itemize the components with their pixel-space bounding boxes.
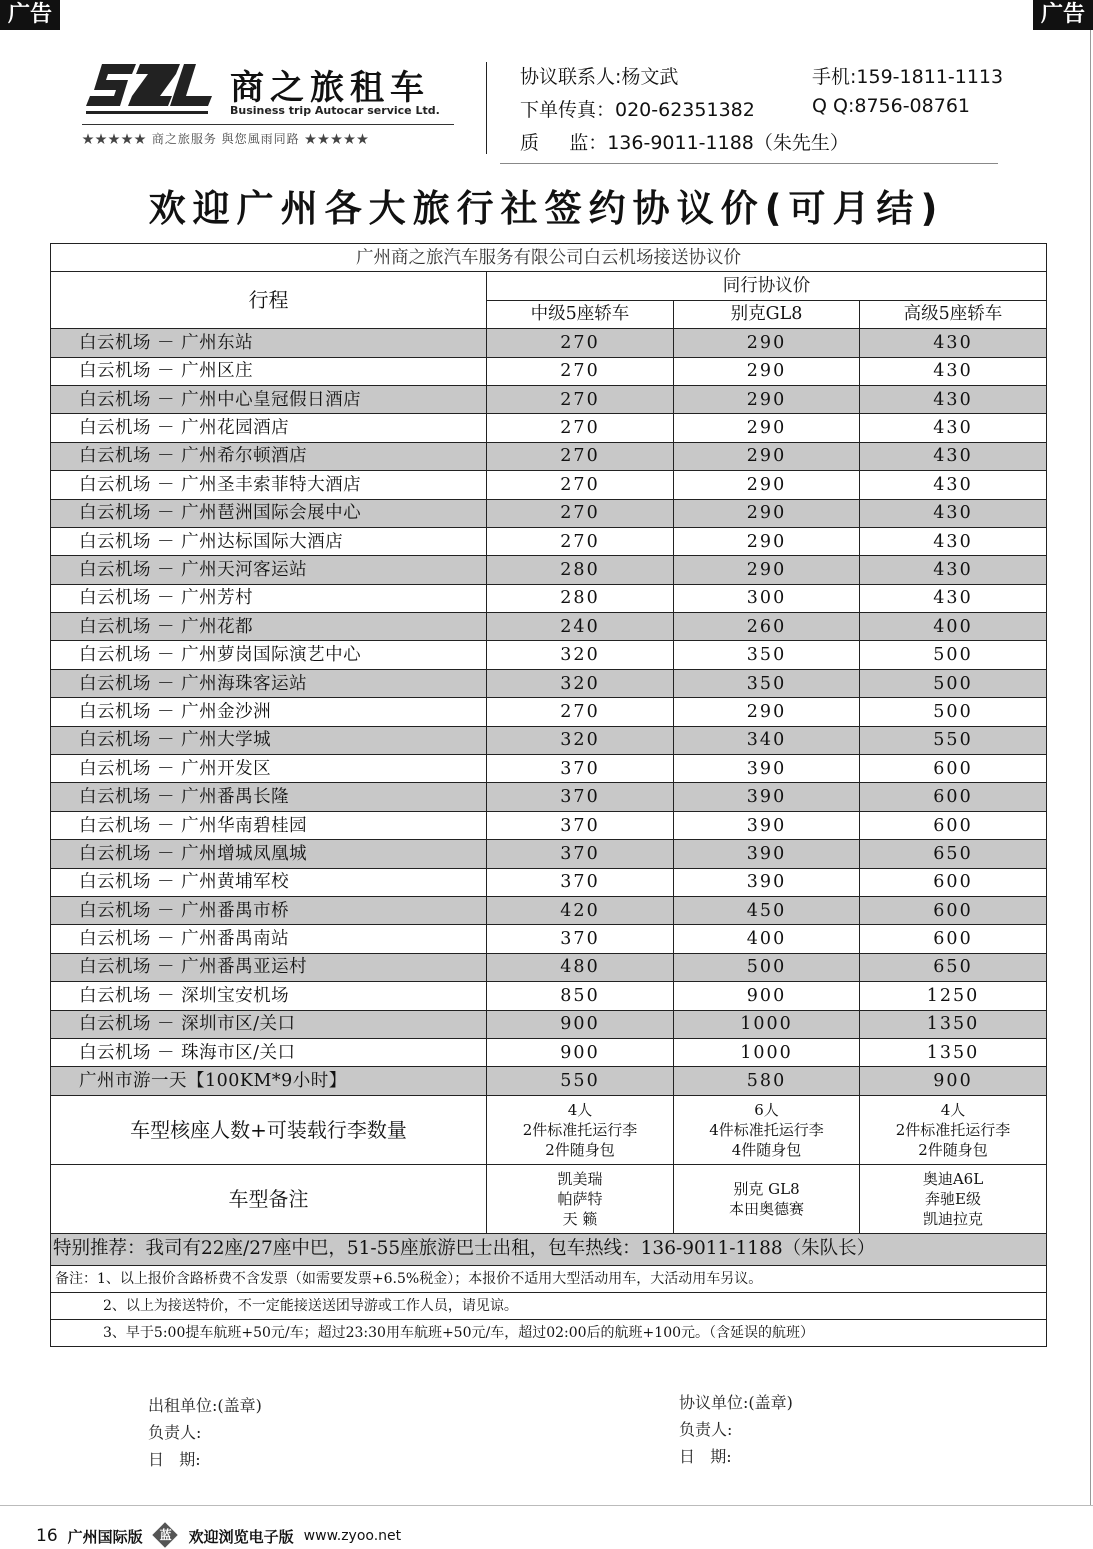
table-row [51,442,1047,470]
table-row [51,414,1047,442]
price-cell: 1250 [860,982,1047,1010]
table-row [51,499,1047,527]
price-cell: 270 [487,471,674,499]
price-cell: 270 [487,698,674,726]
contact-mobile: 手机:159-1811-1113 [812,66,1004,88]
price-cell: 850 [487,982,674,1010]
models-label: 车型备注 [51,1164,487,1233]
price-cell: 650 [860,953,1047,981]
ad-badge-left: 广告 [0,0,60,30]
price-cell: 290 [674,385,860,413]
special-offer-row [51,1233,1047,1265]
route-cell: 白云机场 － 广州萝岗国际演艺中心 [51,641,487,669]
price-cell: 350 [674,669,860,697]
route-cell: 白云机场 － 广州芳村 [51,584,487,612]
table-row [51,471,1047,499]
table-caption: 广州商之旅汽车服务有限公司白云机场接送协议价 [51,244,1047,272]
price-cell: 500 [860,669,1047,697]
route-cell: 白云机场 － 广州华南碧桂园 [51,811,487,839]
table-row [51,982,1047,1010]
price-cell: 1000 [674,1038,860,1066]
price-cell: 450 [674,896,860,924]
table-row [51,868,1047,896]
route-cell: 白云机场 － 广州希尔顿酒店 [51,442,487,470]
table-row [51,925,1047,953]
price-cell: 550 [487,1067,674,1095]
price-cell: 600 [860,811,1047,839]
price-cell: 370 [487,840,674,868]
price-cell: 500 [674,953,860,981]
note-text: 2、以上为接送特价，不一定能接送送团导游或工作人员，请见谅。 [51,1292,1047,1319]
column-header-mid-sedan: 中级5座轿车 [487,300,674,328]
route-cell: 白云机场 － 广州开发区 [51,755,487,783]
price-cell: 350 [674,641,860,669]
price-cell: 500 [860,698,1047,726]
capacity-cell: 4人 2件标准托运行李 2件随身包 [860,1095,1047,1164]
price-cell: 270 [487,357,674,385]
price-cell: 270 [487,442,674,470]
signature-lessor-date: 日 期: [148,1450,201,1469]
price-cell: 290 [674,357,860,385]
route-cell: 白云机场 － 广州琶洲国际会展中心 [51,499,487,527]
route-cell: 白云机场 － 广州达标国际大酒店 [51,527,487,555]
price-cell: 240 [487,613,674,641]
logo-company-name: 商之旅租车 [230,68,430,108]
price-cell: 430 [860,584,1047,612]
price-cell: 390 [674,783,860,811]
route-header: 行程 [51,272,487,329]
table-caption-row [51,244,1047,272]
price-group-header: 同行协议价 [487,272,1047,300]
route-cell: 白云机场 － 广州中心皇冠假日酒店 [51,385,487,413]
table-row [51,584,1047,612]
route-cell: 白云机场 － 广州番禺市桥 [51,896,487,924]
price-cell: 270 [487,499,674,527]
route-cell: 白云机场 － 广州金沙洲 [51,698,487,726]
route-cell: 白云机场 － 广州黄埔军校 [51,868,487,896]
price-cell: 430 [860,556,1047,584]
price-cell: 280 [487,584,674,612]
price-cell: 390 [674,840,860,868]
price-cell: 290 [674,556,860,584]
signature-client-date: 日 期: [679,1447,732,1466]
route-cell: 白云机场 － 广州花园酒店 [51,414,487,442]
route-cell: 白云机场 － 广州海珠客运站 [51,669,487,697]
price-cell: 260 [674,613,860,641]
price-cell: 600 [860,755,1047,783]
price-cell: 550 [860,726,1047,754]
price-cell: 290 [674,414,860,442]
table-row [51,698,1047,726]
model-cell: 别克 GL8 本田奥德赛 [674,1164,860,1233]
price-cell: 600 [860,783,1047,811]
price-cell: 1000 [674,1010,860,1038]
price-cell: 270 [487,385,674,413]
route-cell: 白云机场 － 广州增城凤凰城 [51,840,487,868]
header-rule [500,163,998,164]
price-cell: 500 [860,641,1047,669]
price-cell: 370 [487,868,674,896]
route-cell: 白云机场 － 深圳市区/关口 [51,1010,487,1038]
price-cell: 900 [487,1010,674,1038]
table-row [51,755,1047,783]
signature-lessor-person: 负责人: [148,1423,202,1442]
price-cell: 1350 [860,1038,1047,1066]
route-cell: 白云机场 － 广州大学城 [51,726,487,754]
price-cell: 430 [860,442,1047,470]
column-header-buick-gl8: 别克GL8 [674,300,860,328]
table-row [51,556,1047,584]
logo-divider [82,124,454,125]
price-cell: 600 [860,896,1047,924]
price-cell: 320 [487,669,674,697]
route-cell: 白云机场 － 广州番禺南站 [51,925,487,953]
contact-person: 协议联系人:杨文武 [520,66,679,88]
price-cell: 400 [674,925,860,953]
price-cell: 270 [487,414,674,442]
price-cell: 900 [674,982,860,1010]
price-cell: 600 [860,925,1047,953]
price-cell: 270 [487,329,674,357]
price-cell: 290 [674,499,860,527]
price-cell: 320 [487,726,674,754]
contact-fax: 下单传真：020-62351382 [520,99,755,121]
price-cell: 300 [674,584,860,612]
table-row [51,783,1047,811]
price-cell: 290 [674,442,860,470]
column-header-premium-sedan: 高级5座轿车 [860,300,1047,328]
price-cell: 290 [674,698,860,726]
footer-welcome: 欢迎浏览电子版 [188,1527,294,1546]
capacity-row [51,1095,1047,1164]
note-row [51,1319,1047,1346]
lan-logo-char: 蓝 [159,1528,172,1542]
contact-qq: Q Q:8756-08761 [812,95,971,117]
route-cell: 白云机场 － 深圳宝安机场 [51,982,487,1010]
table-header-row [51,272,1047,300]
price-cell: 290 [674,471,860,499]
price-cell: 430 [860,329,1047,357]
footer-rule [0,1505,1093,1506]
table-row [51,840,1047,868]
price-cell: 370 [487,755,674,783]
table-row [51,613,1047,641]
price-cell: 430 [860,499,1047,527]
logo-slogan: ★★★★★ 商之旅服务 與您風雨同路 ★★★★★ [82,132,370,146]
table-row [51,1038,1047,1066]
price-cell: 420 [487,896,674,924]
price-table [50,243,1047,1347]
table-row [51,385,1047,413]
table-row [51,953,1047,981]
szl-logo-icon [84,62,214,120]
models-row [51,1164,1047,1233]
company-logo [82,60,462,155]
model-cell: 奥迪A6L 奔驰E级 凯迪拉克 [860,1164,1047,1233]
signature-client-unit: 协议单位:(盖章) [679,1393,793,1412]
price-cell: 430 [860,357,1047,385]
route-cell: 白云机场 － 广州圣丰索菲特大酒店 [51,471,487,499]
price-cell: 370 [487,925,674,953]
footer-url[interactable]: www.zyoo.net [303,1528,402,1544]
route-cell: 白云机场 － 广州番禺亚运村 [51,953,487,981]
price-cell: 430 [860,385,1047,413]
price-cell: 650 [860,840,1047,868]
header-divider [486,62,487,154]
table-row [51,896,1047,924]
route-cell: 白云机场 － 广州花都 [51,613,487,641]
price-cell: 280 [487,556,674,584]
price-cell: 430 [860,414,1047,442]
page-title: 欢迎广州各大旅行社签约协议价(可月结) [148,187,945,230]
price-cell: 370 [487,783,674,811]
special-offer: 特别推荐：我司有22座/27座中巴，51-55座旅游巴士出租，包车热线：136-9011-1188（朱队长） [51,1233,1047,1265]
note-text: 备注：1、以上报价含路桥费不含发票（如需要发票+6.5%税金）；本报价不适用大型活动用车，大活动用车另议。 [51,1265,1047,1292]
contact-supervisor: 质 监：136-9011-1188（朱先生） [520,132,849,154]
price-cell: 390 [674,811,860,839]
signature-lessor-unit: 出租单位:(盖章) [148,1396,262,1415]
price-cell: 600 [860,868,1047,896]
route-cell: 白云机场 － 广州东站 [51,329,487,357]
price-cell: 1350 [860,1010,1047,1038]
route-cell: 白云机场 － 珠海市区/关口 [51,1038,487,1066]
table-row [51,641,1047,669]
note-row [51,1292,1047,1319]
capacity-label: 车型核座人数+可装载行李数量 [51,1095,487,1164]
table-row [51,329,1047,357]
price-cell: 400 [860,613,1047,641]
route-cell: 白云机场 － 广州天河客运站 [51,556,487,584]
capacity-cell: 6人 4件标准托运行李 4件随身包 [674,1095,860,1164]
page-edge-line [1090,30,1091,1505]
price-cell: 290 [674,527,860,555]
price-cell: 320 [487,641,674,669]
table-row [51,1067,1047,1095]
table-row [51,1010,1047,1038]
footer-edition: 广州国际版 [67,1527,143,1546]
price-cell: 900 [860,1067,1047,1095]
page-footer [36,1523,401,1549]
table-row [51,357,1047,385]
price-cell: 340 [674,726,860,754]
route-cell: 白云机场 － 广州番禺长隆 [51,783,487,811]
table-row [51,527,1047,555]
price-cell: 290 [674,329,860,357]
lan-logo-icon [153,1523,179,1549]
logo-company-name-en: Business trip Autocar service Ltd. [230,104,440,117]
price-cell: 430 [860,527,1047,555]
ad-badge-right: 广告 [1033,0,1093,30]
price-cell: 390 [674,755,860,783]
model-cell: 凯美瑞 帕萨特 天 籁 [487,1164,674,1233]
capacity-cell: 4人 2件标准托运行李 2件随身包 [487,1095,674,1164]
signature-client-block [679,1389,793,1470]
price-cell: 370 [487,811,674,839]
signature-lessor-block [148,1392,262,1473]
table-row [51,811,1047,839]
price-cell: 430 [860,471,1047,499]
note-row [51,1265,1047,1292]
page-number: 16 [36,1526,58,1546]
table-row [51,726,1047,754]
table-row [51,669,1047,697]
route-cell: 广州市游一天【100KM*9小时】 [51,1067,487,1095]
route-cell: 白云机场 － 广州区庄 [51,357,487,385]
price-cell: 580 [674,1067,860,1095]
price-cell: 900 [487,1038,674,1066]
signature-client-person: 负责人: [679,1420,733,1439]
note-text: 3、早于5:00提车航班+50元/车；超过23:30用车航班+50元/车，超过02:00后的航班+100元。（含延误的航班） [51,1319,1047,1346]
price-cell: 270 [487,527,674,555]
price-cell: 390 [674,868,860,896]
price-cell: 480 [487,953,674,981]
